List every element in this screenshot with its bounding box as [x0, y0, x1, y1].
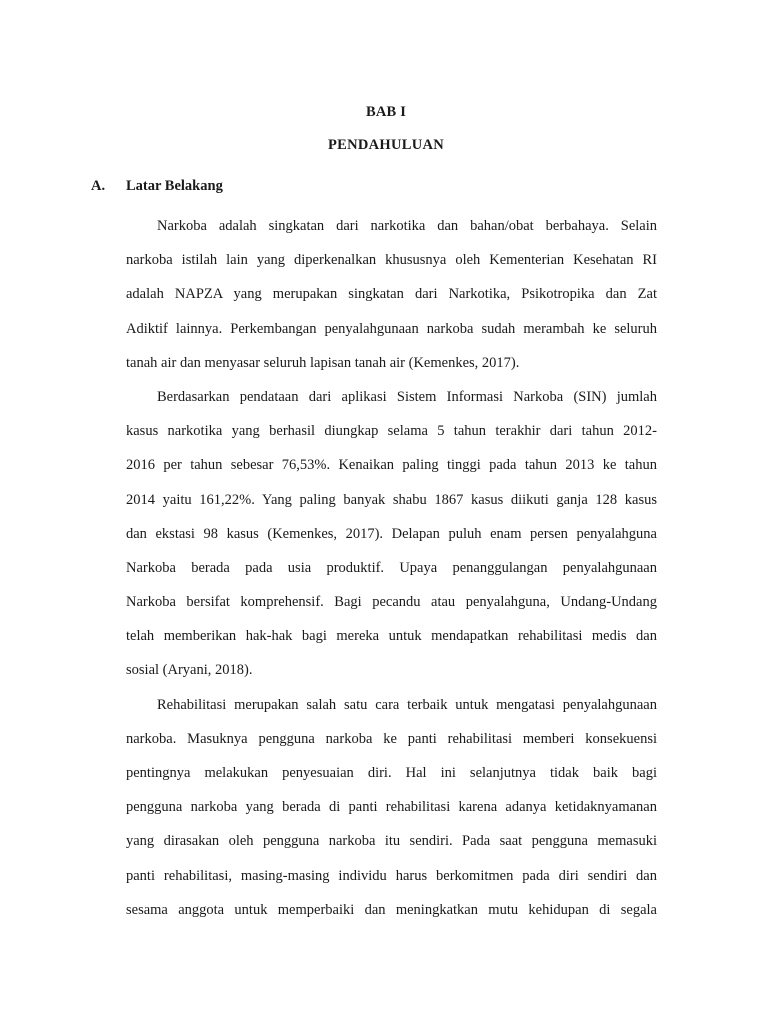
chapter-number: BAB I [365, 104, 407, 120]
text-line: Rehabilitasi merupakan salah satu cara terbaik untuk mengatasi penyalahgunaan [157, 696, 657, 713]
text-line: pengguna narkoba yang berada di panti rehabilitasi karena adanya ketidaknyamanan [126, 799, 657, 816]
text-line: narkoba. Masuknya pengguna narkoba ke panti rehabilitasi memberi konsekuensi [126, 730, 657, 747]
text-line: 2016 per tahun sebesar 76,53%. Kenaikan paling tinggi pada tahun 2013 ke tahun [126, 457, 657, 474]
text-line: narkoba istilah lain yang diperkenalkan khususnya oleh Kementerian Kesehatan RI [126, 252, 657, 269]
text-line: adalah NAPZA yang merupakan singkatan dari Narkotika, Psikotropika dan Zat [126, 286, 657, 303]
text-line: Adiktif lainnya. Perkembangan penyalahgunaan narkoba sudah merambah ke seluruh [126, 320, 657, 337]
text-line: telah memberikan hak-hak bagi mereka untuk mendapatkan rehabilitasi medis dan [126, 628, 657, 645]
text-line: tanah air dan menyasar seluruh lapisan tanah air (Kemenkes, 2017). [126, 354, 520, 371]
paragraph-2 [126, 380, 657, 688]
chapter-title: PENDAHULUAN [327, 137, 445, 153]
section-heading [91, 178, 223, 195]
text-line: Narkoba berada pada usia produktif. Upaya penanggulangan penyalahgunaan [126, 559, 657, 576]
text-line: yang dirasakan oleh pengguna narkoba itu sendiri. Pada saat pengguna memasuki [126, 833, 657, 850]
paragraph-1 [126, 209, 657, 380]
body-text [126, 209, 657, 927]
text-line: pentingnya melakukan penyesuaian diri. Hal ini selanjutnya tidak baik bagi [126, 765, 657, 781]
section-letter: A. [91, 178, 106, 194]
text-line: 2014 yaitu 161,22%. Yang paling banyak shabu 1867 kasus diikuti ganja 128 kasus [126, 491, 657, 508]
text-line: sesama anggota untuk memperbaiki dan meningkatkan mutu kehidupan di segala [126, 901, 657, 918]
text-line: sosial (Aryani, 2018). [126, 662, 253, 679]
paragraph-3 [126, 688, 657, 927]
text-line: dan ekstasi 98 kasus (Kemenkes, 2017). Delapan puluh enam persen penyalahguna [126, 525, 657, 542]
section-title: Latar Belakang [126, 178, 223, 194]
text-line: Narkoba adalah singkatan dari narkotika dan bahan/obat berbahaya. Selain [157, 218, 657, 234]
text-line: Berdasarkan pendataan dari aplikasi Sistem Informasi Narkoba (SIN) jumlah [157, 388, 657, 405]
text-line: kasus narkotika yang berhasil diungkap selama 5 tahun terakhir dari tahun 2012- [126, 423, 657, 440]
text-line: Narkoba bersifat komprehensif. Bagi pecandu atau penyalahguna, Undang-Undang [126, 594, 657, 611]
text-line: panti rehabilitasi, masing-masing individu harus berkomitmen pada diri sendiri dan [126, 867, 657, 884]
